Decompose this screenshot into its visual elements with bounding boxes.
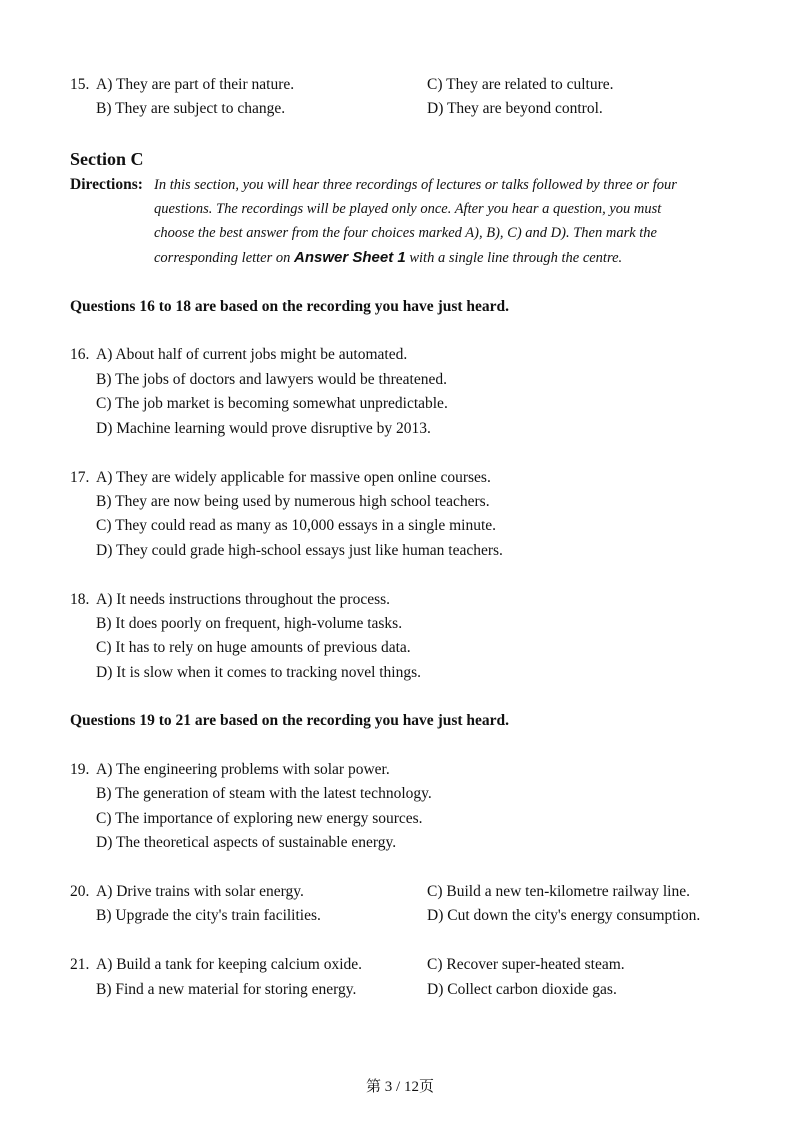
directions-line: questions. The recordings will be played only once. After you hear a question, you must — [154, 201, 662, 217]
option-d: D) They are beyond control. — [427, 100, 603, 117]
option-b: B) Find a new material for storing energy. — [96, 981, 357, 998]
directions-label: Directions: — [70, 176, 143, 193]
directions-line: In this section, you will hear three recordings of lectures or talks followed by three or four — [154, 177, 677, 193]
option-d: D) Collect carbon dioxide gas. — [427, 981, 617, 998]
option-b: B) Upgrade the city's train facilities. — [96, 907, 321, 924]
option-a: A) About half of current jobs might be automated. — [96, 346, 408, 363]
option-c: C) They could read as many as 10,000 essays in a single minute. — [96, 517, 497, 534]
option-d: D) The theoretical aspects of sustainable energy. — [96, 834, 397, 851]
question-number: 17. — [70, 469, 90, 486]
option-d: D) Cut down the city's energy consumption. — [427, 907, 701, 924]
directions-line — [154, 249, 622, 267]
option-d: D) Machine learning would prove disruptive by 2013. — [96, 420, 431, 437]
option-b: B) The jobs of doctors and lawyers would be threatened. — [96, 371, 447, 388]
option-b: B) They are now being used by numerous high school teachers. — [96, 493, 490, 510]
option-a: A) Build a tank for keeping calcium oxide. — [96, 956, 363, 973]
question-number: 15. — [70, 76, 90, 93]
group-heading: Questions 16 to 18 are based on the recording you have just heard. — [70, 298, 510, 315]
question-number: 18. — [70, 591, 90, 608]
option-b: B) The generation of steam with the latest technology. — [96, 785, 432, 802]
option-a: A) They are widely applicable for massive open online courses. — [96, 469, 491, 486]
page-number: 第 3 / 12页 — [366, 1079, 434, 1095]
question-number: 21. — [70, 956, 90, 973]
option-d: D) They could grade high-school essays just like human teachers. — [96, 542, 503, 559]
option-a: A) The engineering problems with solar power. — [96, 761, 390, 778]
option-a: A) They are part of their nature. — [96, 76, 295, 93]
option-c: C) They are related to culture. — [427, 76, 614, 93]
option-a: A) Drive trains with solar energy. — [96, 883, 304, 900]
option-b: B) They are subject to change. — [96, 100, 286, 117]
section-title: Section C — [70, 149, 144, 169]
option-a: A) It needs instructions throughout the process. — [96, 591, 391, 608]
option-c: C) It has to rely on huge amounts of previous data. — [96, 639, 411, 656]
option-c: C) The job market is becoming somewhat unpredictable. — [96, 395, 448, 412]
answer-sheet-label: Answer Sheet 1 — [294, 249, 406, 266]
directions-last-prefix: corresponding letter on — [154, 250, 295, 266]
option-d: D) It is slow when it comes to tracking novel things. — [96, 664, 422, 681]
option-c: C) The importance of exploring new energy sources. — [96, 810, 423, 827]
question-number: 19. — [70, 761, 90, 778]
option-c: C) Build a new ten-kilometre railway line. — [427, 883, 690, 900]
directions-last-suffix: with a single line through the centre. — [405, 250, 623, 266]
question-number: 16. — [70, 346, 90, 363]
option-c: C) Recover super-heated steam. — [427, 956, 625, 973]
directions-line: choose the best answer from the four choices marked A), B), C) and D). Then mark the — [154, 225, 657, 241]
group-heading: Questions 19 to 21 are based on the recording you have just heard. — [70, 712, 510, 729]
question-number: 20. — [70, 883, 90, 900]
option-b: B) It does poorly on frequent, high-volume tasks. — [96, 615, 403, 632]
